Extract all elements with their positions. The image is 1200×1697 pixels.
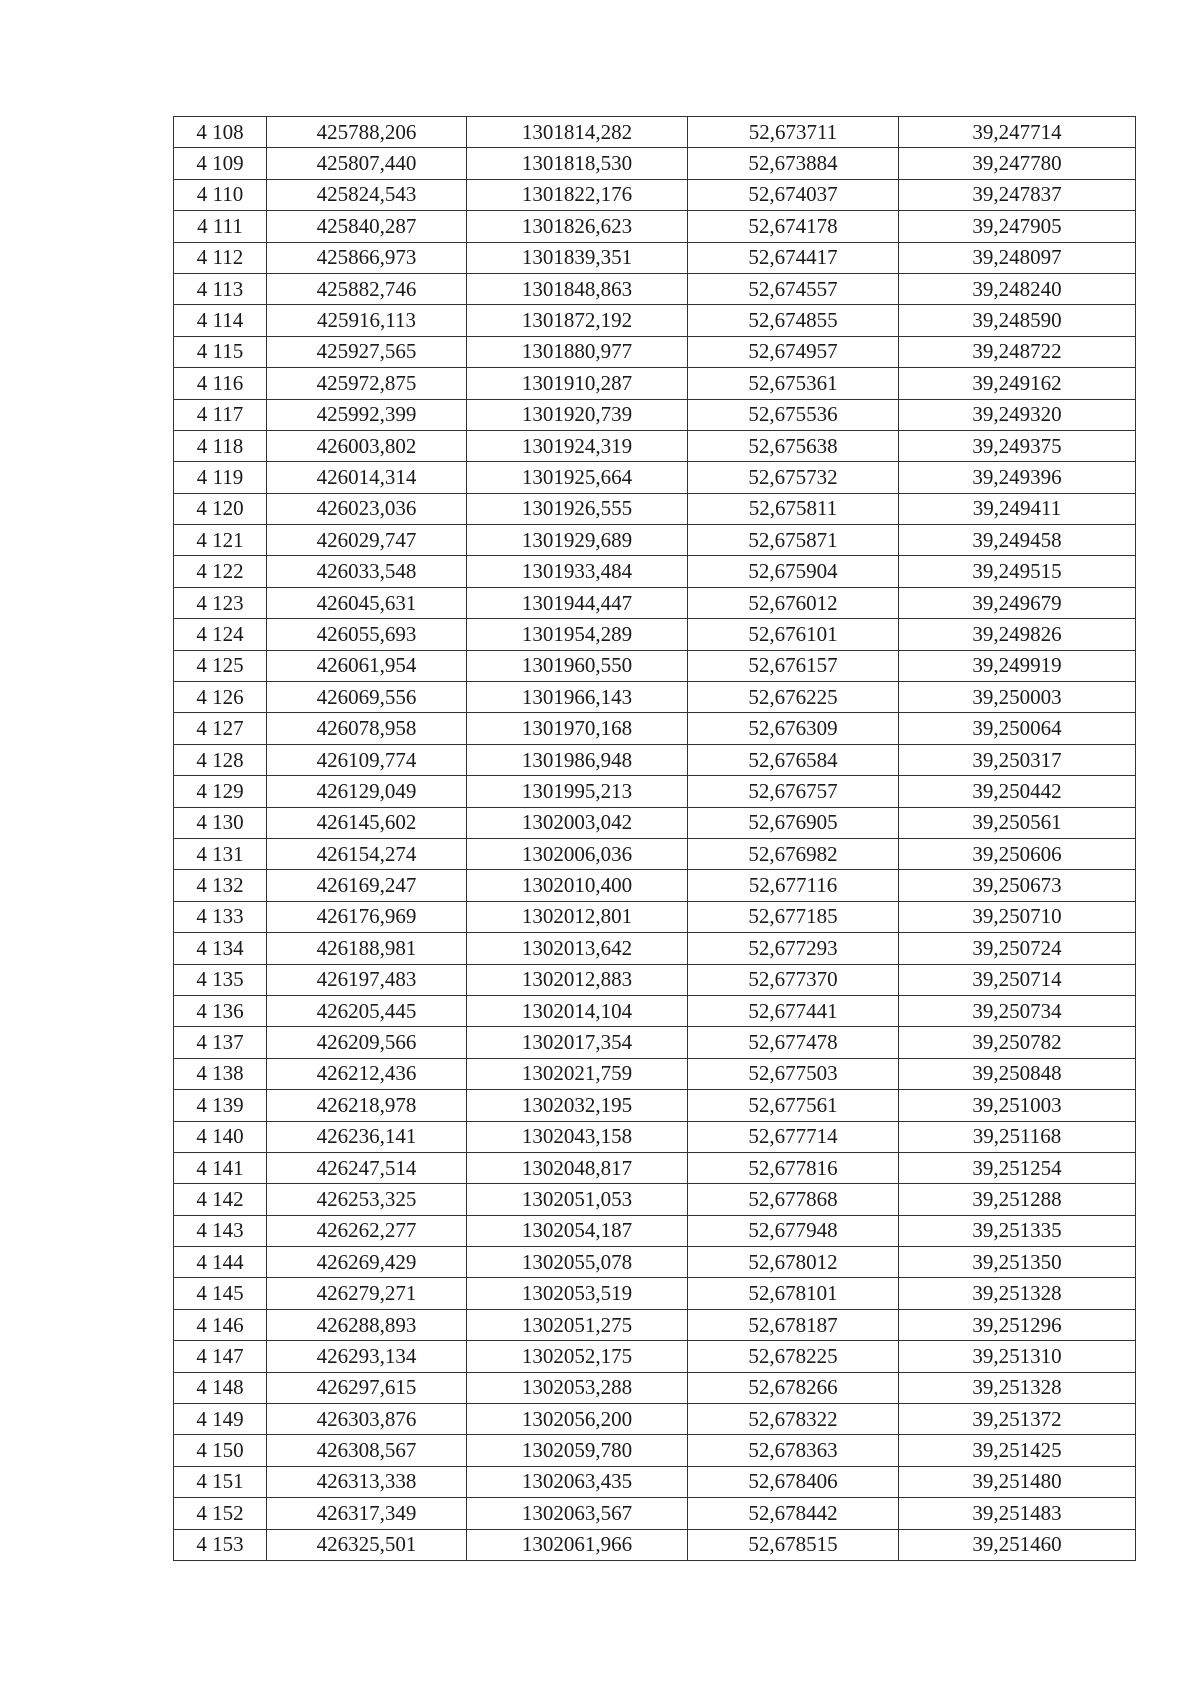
x-coordinate-cell: 426288,893 <box>267 1309 467 1340</box>
x-coordinate-cell: 426129,049 <box>267 776 467 807</box>
x-coordinate-cell: 426188,981 <box>267 933 467 964</box>
y-coordinate-cell: 1301995,213 <box>467 776 688 807</box>
table-row <box>174 838 1136 869</box>
y-coordinate-cell: 1302048,817 <box>467 1152 688 1183</box>
y-coordinate-cell: 1302055,078 <box>467 1247 688 1278</box>
point-number-cell: 4 128 <box>174 744 267 775</box>
x-coordinate-cell: 425807,440 <box>267 148 467 179</box>
x-coordinate-cell: 426209,566 <box>267 1027 467 1058</box>
coordinates-table <box>173 116 1136 1561</box>
point-number-cell: 4 150 <box>174 1435 267 1466</box>
latitude-cell: 52,677503 <box>688 1058 899 1089</box>
y-coordinate-cell: 1301814,282 <box>467 117 688 148</box>
longitude-cell: 39,251425 <box>899 1435 1136 1466</box>
table-row <box>174 807 1136 838</box>
table-row <box>174 525 1136 556</box>
table-row <box>174 305 1136 336</box>
y-coordinate-cell: 1302012,883 <box>467 964 688 995</box>
longitude-cell: 39,247837 <box>899 179 1136 210</box>
longitude-cell: 39,250710 <box>899 901 1136 932</box>
x-coordinate-cell: 425972,875 <box>267 368 467 399</box>
latitude-cell: 52,677868 <box>688 1184 899 1215</box>
latitude-cell: 52,676757 <box>688 776 899 807</box>
longitude-cell: 39,250064 <box>899 713 1136 744</box>
y-coordinate-cell: 1302043,158 <box>467 1121 688 1152</box>
x-coordinate-cell: 426197,483 <box>267 964 467 995</box>
table-row <box>174 776 1136 807</box>
table-row <box>174 430 1136 461</box>
y-coordinate-cell: 1301954,289 <box>467 619 688 650</box>
table-row <box>174 619 1136 650</box>
table-row <box>174 399 1136 430</box>
x-coordinate-cell: 426293,134 <box>267 1341 467 1372</box>
longitude-cell: 39,247780 <box>899 148 1136 179</box>
latitude-cell: 52,674855 <box>688 305 899 336</box>
y-coordinate-cell: 1301880,977 <box>467 336 688 367</box>
point-number-cell: 4 118 <box>174 430 267 461</box>
table-row <box>174 211 1136 242</box>
longitude-cell: 39,250442 <box>899 776 1136 807</box>
y-coordinate-cell: 1302053,519 <box>467 1278 688 1309</box>
point-number-cell: 4 111 <box>174 211 267 242</box>
y-coordinate-cell: 1301924,319 <box>467 430 688 461</box>
point-number-cell: 4 112 <box>174 242 267 273</box>
table-row <box>174 462 1136 493</box>
x-coordinate-cell: 426169,247 <box>267 870 467 901</box>
point-number-cell: 4 147 <box>174 1341 267 1372</box>
latitude-cell: 52,676584 <box>688 744 899 775</box>
point-number-cell: 4 134 <box>174 933 267 964</box>
latitude-cell: 52,674417 <box>688 242 899 273</box>
x-coordinate-cell: 425788,206 <box>267 117 467 148</box>
y-coordinate-cell: 1301966,143 <box>467 682 688 713</box>
point-number-cell: 4 122 <box>174 556 267 587</box>
longitude-cell: 39,251168 <box>899 1121 1136 1152</box>
point-number-cell: 4 146 <box>174 1309 267 1340</box>
y-coordinate-cell: 1301929,689 <box>467 525 688 556</box>
longitude-cell: 39,247714 <box>899 117 1136 148</box>
y-coordinate-cell: 1301822,176 <box>467 179 688 210</box>
point-number-cell: 4 133 <box>174 901 267 932</box>
point-number-cell: 4 108 <box>174 117 267 148</box>
point-number-cell: 4 152 <box>174 1498 267 1529</box>
y-coordinate-cell: 1301944,447 <box>467 587 688 618</box>
longitude-cell: 39,249826 <box>899 619 1136 650</box>
latitude-cell: 52,676012 <box>688 587 899 618</box>
longitude-cell: 39,249919 <box>899 650 1136 681</box>
point-number-cell: 4 124 <box>174 619 267 650</box>
table-row <box>174 493 1136 524</box>
x-coordinate-cell: 425824,543 <box>267 179 467 210</box>
y-coordinate-cell: 1301910,287 <box>467 368 688 399</box>
x-coordinate-cell: 426145,602 <box>267 807 467 838</box>
longitude-cell: 39,249320 <box>899 399 1136 430</box>
latitude-cell: 52,675732 <box>688 462 899 493</box>
latitude-cell: 52,675638 <box>688 430 899 461</box>
x-coordinate-cell: 426109,774 <box>267 744 467 775</box>
x-coordinate-cell: 426236,141 <box>267 1121 467 1152</box>
table-row <box>174 117 1136 148</box>
x-coordinate-cell: 426317,349 <box>267 1498 467 1529</box>
longitude-cell: 39,251288 <box>899 1184 1136 1215</box>
longitude-cell: 39,249515 <box>899 556 1136 587</box>
longitude-cell: 39,249679 <box>899 587 1136 618</box>
longitude-cell: 39,251483 <box>899 1498 1136 1529</box>
y-coordinate-cell: 1301818,530 <box>467 148 688 179</box>
x-coordinate-cell: 426325,501 <box>267 1529 467 1560</box>
point-number-cell: 4 113 <box>174 273 267 304</box>
table-row <box>174 1278 1136 1309</box>
point-number-cell: 4 151 <box>174 1466 267 1497</box>
longitude-cell: 39,250003 <box>899 682 1136 713</box>
y-coordinate-cell: 1301839,351 <box>467 242 688 273</box>
table-row <box>174 650 1136 681</box>
longitude-cell: 39,250848 <box>899 1058 1136 1089</box>
table-row <box>174 1435 1136 1466</box>
point-number-cell: 4 110 <box>174 179 267 210</box>
table-row <box>174 1090 1136 1121</box>
point-number-cell: 4 127 <box>174 713 267 744</box>
table-row <box>174 336 1136 367</box>
point-number-cell: 4 153 <box>174 1529 267 1560</box>
point-number-cell: 4 148 <box>174 1372 267 1403</box>
table-row <box>174 273 1136 304</box>
point-number-cell: 4 143 <box>174 1215 267 1246</box>
y-coordinate-cell: 1302052,175 <box>467 1341 688 1372</box>
latitude-cell: 52,677478 <box>688 1027 899 1058</box>
longitude-cell: 39,250782 <box>899 1027 1136 1058</box>
longitude-cell: 39,249458 <box>899 525 1136 556</box>
latitude-cell: 52,677293 <box>688 933 899 964</box>
y-coordinate-cell: 1301970,168 <box>467 713 688 744</box>
latitude-cell: 52,677561 <box>688 1090 899 1121</box>
longitude-cell: 39,251328 <box>899 1372 1136 1403</box>
y-coordinate-cell: 1301926,555 <box>467 493 688 524</box>
y-coordinate-cell: 1301872,192 <box>467 305 688 336</box>
point-number-cell: 4 130 <box>174 807 267 838</box>
y-coordinate-cell: 1302021,759 <box>467 1058 688 1089</box>
x-coordinate-cell: 425882,746 <box>267 273 467 304</box>
latitude-cell: 52,674037 <box>688 179 899 210</box>
longitude-cell: 39,250317 <box>899 744 1136 775</box>
longitude-cell: 39,251460 <box>899 1529 1136 1560</box>
x-coordinate-cell: 426247,514 <box>267 1152 467 1183</box>
latitude-cell: 52,678187 <box>688 1309 899 1340</box>
point-number-cell: 4 135 <box>174 964 267 995</box>
longitude-cell: 39,251372 <box>899 1404 1136 1435</box>
latitude-cell: 52,673711 <box>688 117 899 148</box>
latitude-cell: 52,677948 <box>688 1215 899 1246</box>
y-coordinate-cell: 1302014,104 <box>467 995 688 1026</box>
latitude-cell: 52,677441 <box>688 995 899 1026</box>
y-coordinate-cell: 1302012,801 <box>467 901 688 932</box>
latitude-cell: 52,678406 <box>688 1466 899 1497</box>
latitude-cell: 52,678012 <box>688 1247 899 1278</box>
point-number-cell: 4 116 <box>174 368 267 399</box>
x-coordinate-cell: 426253,325 <box>267 1184 467 1215</box>
table-row <box>174 368 1136 399</box>
point-number-cell: 4 125 <box>174 650 267 681</box>
coordinates-table-body <box>174 117 1136 1561</box>
x-coordinate-cell: 425916,113 <box>267 305 467 336</box>
x-coordinate-cell: 426303,876 <box>267 1404 467 1435</box>
longitude-cell: 39,251328 <box>899 1278 1136 1309</box>
y-coordinate-cell: 1302063,435 <box>467 1466 688 1497</box>
latitude-cell: 52,675361 <box>688 368 899 399</box>
x-coordinate-cell: 426154,274 <box>267 838 467 869</box>
x-coordinate-cell: 426205,445 <box>267 995 467 1026</box>
table-row <box>174 556 1136 587</box>
x-coordinate-cell: 425840,287 <box>267 211 467 242</box>
y-coordinate-cell: 1302051,053 <box>467 1184 688 1215</box>
table-row <box>174 1466 1136 1497</box>
y-coordinate-cell: 1302032,195 <box>467 1090 688 1121</box>
point-number-cell: 4 121 <box>174 525 267 556</box>
longitude-cell: 39,250724 <box>899 933 1136 964</box>
y-coordinate-cell: 1301920,739 <box>467 399 688 430</box>
y-coordinate-cell: 1302053,288 <box>467 1372 688 1403</box>
x-coordinate-cell: 426061,954 <box>267 650 467 681</box>
latitude-cell: 52,673884 <box>688 148 899 179</box>
table-row <box>174 1121 1136 1152</box>
latitude-cell: 52,674557 <box>688 273 899 304</box>
x-coordinate-cell: 426262,277 <box>267 1215 467 1246</box>
point-number-cell: 4 115 <box>174 336 267 367</box>
x-coordinate-cell: 426069,556 <box>267 682 467 713</box>
y-coordinate-cell: 1302056,200 <box>467 1404 688 1435</box>
latitude-cell: 52,675871 <box>688 525 899 556</box>
x-coordinate-cell: 426078,958 <box>267 713 467 744</box>
point-number-cell: 4 114 <box>174 305 267 336</box>
point-number-cell: 4 142 <box>174 1184 267 1215</box>
x-coordinate-cell: 426045,631 <box>267 587 467 618</box>
table-row <box>174 901 1136 932</box>
longitude-cell: 39,249162 <box>899 368 1136 399</box>
latitude-cell: 52,675536 <box>688 399 899 430</box>
longitude-cell: 39,247905 <box>899 211 1136 242</box>
point-number-cell: 4 144 <box>174 1247 267 1278</box>
table-row <box>174 995 1136 1026</box>
x-coordinate-cell: 426003,802 <box>267 430 467 461</box>
y-coordinate-cell: 1301986,948 <box>467 744 688 775</box>
longitude-cell: 39,251350 <box>899 1247 1136 1278</box>
y-coordinate-cell: 1302051,275 <box>467 1309 688 1340</box>
point-number-cell: 4 126 <box>174 682 267 713</box>
latitude-cell: 52,676982 <box>688 838 899 869</box>
longitude-cell: 39,249411 <box>899 493 1136 524</box>
point-number-cell: 4 119 <box>174 462 267 493</box>
latitude-cell: 52,678225 <box>688 1341 899 1372</box>
y-coordinate-cell: 1302059,780 <box>467 1435 688 1466</box>
y-coordinate-cell: 1302063,567 <box>467 1498 688 1529</box>
latitude-cell: 52,677185 <box>688 901 899 932</box>
latitude-cell: 52,674957 <box>688 336 899 367</box>
x-coordinate-cell: 425866,973 <box>267 242 467 273</box>
longitude-cell: 39,248722 <box>899 336 1136 367</box>
point-number-cell: 4 145 <box>174 1278 267 1309</box>
table-row <box>174 587 1136 618</box>
table-row <box>174 148 1136 179</box>
longitude-cell: 39,251003 <box>899 1090 1136 1121</box>
x-coordinate-cell: 426218,978 <box>267 1090 467 1121</box>
longitude-cell: 39,251310 <box>899 1341 1136 1372</box>
table-row <box>174 1152 1136 1183</box>
y-coordinate-cell: 1301826,623 <box>467 211 688 242</box>
table-row <box>174 933 1136 964</box>
table-row <box>174 1404 1136 1435</box>
latitude-cell: 52,675904 <box>688 556 899 587</box>
y-coordinate-cell: 1301848,863 <box>467 273 688 304</box>
y-coordinate-cell: 1302013,642 <box>467 933 688 964</box>
table-row <box>174 870 1136 901</box>
y-coordinate-cell: 1302003,042 <box>467 807 688 838</box>
table-row <box>174 1341 1136 1372</box>
x-coordinate-cell: 426023,036 <box>267 493 467 524</box>
table-row <box>174 1215 1136 1246</box>
latitude-cell: 52,676905 <box>688 807 899 838</box>
point-number-cell: 4 139 <box>174 1090 267 1121</box>
longitude-cell: 39,250734 <box>899 995 1136 1026</box>
longitude-cell: 39,248240 <box>899 273 1136 304</box>
latitude-cell: 52,678363 <box>688 1435 899 1466</box>
latitude-cell: 52,677714 <box>688 1121 899 1152</box>
latitude-cell: 52,678266 <box>688 1372 899 1403</box>
table-row <box>174 1529 1136 1560</box>
x-coordinate-cell: 426269,429 <box>267 1247 467 1278</box>
longitude-cell: 39,250606 <box>899 838 1136 869</box>
y-coordinate-cell: 1301960,550 <box>467 650 688 681</box>
table-row <box>174 1372 1136 1403</box>
table-row <box>174 1058 1136 1089</box>
y-coordinate-cell: 1301933,484 <box>467 556 688 587</box>
point-number-cell: 4 109 <box>174 148 267 179</box>
y-coordinate-cell: 1302006,036 <box>467 838 688 869</box>
latitude-cell: 52,678101 <box>688 1278 899 1309</box>
x-coordinate-cell: 426033,548 <box>267 556 467 587</box>
table-row <box>174 713 1136 744</box>
latitude-cell: 52,674178 <box>688 211 899 242</box>
point-number-cell: 4 141 <box>174 1152 267 1183</box>
x-coordinate-cell: 426308,567 <box>267 1435 467 1466</box>
latitude-cell: 52,677116 <box>688 870 899 901</box>
latitude-cell: 52,676157 <box>688 650 899 681</box>
longitude-cell: 39,250561 <box>899 807 1136 838</box>
table-row <box>174 242 1136 273</box>
x-coordinate-cell: 426297,615 <box>267 1372 467 1403</box>
y-coordinate-cell: 1302054,187 <box>467 1215 688 1246</box>
table-row <box>174 1184 1136 1215</box>
table-row <box>174 744 1136 775</box>
y-coordinate-cell: 1302017,354 <box>467 1027 688 1058</box>
point-number-cell: 4 136 <box>174 995 267 1026</box>
longitude-cell: 39,250673 <box>899 870 1136 901</box>
table-row <box>174 964 1136 995</box>
longitude-cell: 39,251296 <box>899 1309 1136 1340</box>
longitude-cell: 39,250714 <box>899 964 1136 995</box>
point-number-cell: 4 129 <box>174 776 267 807</box>
y-coordinate-cell: 1302061,966 <box>467 1529 688 1560</box>
x-coordinate-cell: 426279,271 <box>267 1278 467 1309</box>
x-coordinate-cell: 425927,565 <box>267 336 467 367</box>
latitude-cell: 52,677370 <box>688 964 899 995</box>
point-number-cell: 4 140 <box>174 1121 267 1152</box>
point-number-cell: 4 138 <box>174 1058 267 1089</box>
latitude-cell: 52,677816 <box>688 1152 899 1183</box>
table-row <box>174 1247 1136 1278</box>
x-coordinate-cell: 426055,693 <box>267 619 467 650</box>
latitude-cell: 52,675811 <box>688 493 899 524</box>
point-number-cell: 4 137 <box>174 1027 267 1058</box>
latitude-cell: 52,678515 <box>688 1529 899 1560</box>
point-number-cell: 4 123 <box>174 587 267 618</box>
longitude-cell: 39,249396 <box>899 462 1136 493</box>
longitude-cell: 39,248590 <box>899 305 1136 336</box>
table-row <box>174 1027 1136 1058</box>
x-coordinate-cell: 425992,399 <box>267 399 467 430</box>
x-coordinate-cell: 426176,969 <box>267 901 467 932</box>
x-coordinate-cell: 426313,338 <box>267 1466 467 1497</box>
x-coordinate-cell: 426212,436 <box>267 1058 467 1089</box>
longitude-cell: 39,251254 <box>899 1152 1136 1183</box>
point-number-cell: 4 131 <box>174 838 267 869</box>
latitude-cell: 52,676225 <box>688 682 899 713</box>
latitude-cell: 52,678322 <box>688 1404 899 1435</box>
latitude-cell: 52,676309 <box>688 713 899 744</box>
longitude-cell: 39,248097 <box>899 242 1136 273</box>
longitude-cell: 39,249375 <box>899 430 1136 461</box>
latitude-cell: 52,676101 <box>688 619 899 650</box>
longitude-cell: 39,251480 <box>899 1466 1136 1497</box>
y-coordinate-cell: 1301925,664 <box>467 462 688 493</box>
table-row <box>174 682 1136 713</box>
x-coordinate-cell: 426014,314 <box>267 462 467 493</box>
point-number-cell: 4 117 <box>174 399 267 430</box>
point-number-cell: 4 120 <box>174 493 267 524</box>
x-coordinate-cell: 426029,747 <box>267 525 467 556</box>
y-coordinate-cell: 1302010,400 <box>467 870 688 901</box>
point-number-cell: 4 132 <box>174 870 267 901</box>
longitude-cell: 39,251335 <box>899 1215 1136 1246</box>
latitude-cell: 52,678442 <box>688 1498 899 1529</box>
point-number-cell: 4 149 <box>174 1404 267 1435</box>
table-row <box>174 1309 1136 1340</box>
table-row <box>174 179 1136 210</box>
table-row <box>174 1498 1136 1529</box>
